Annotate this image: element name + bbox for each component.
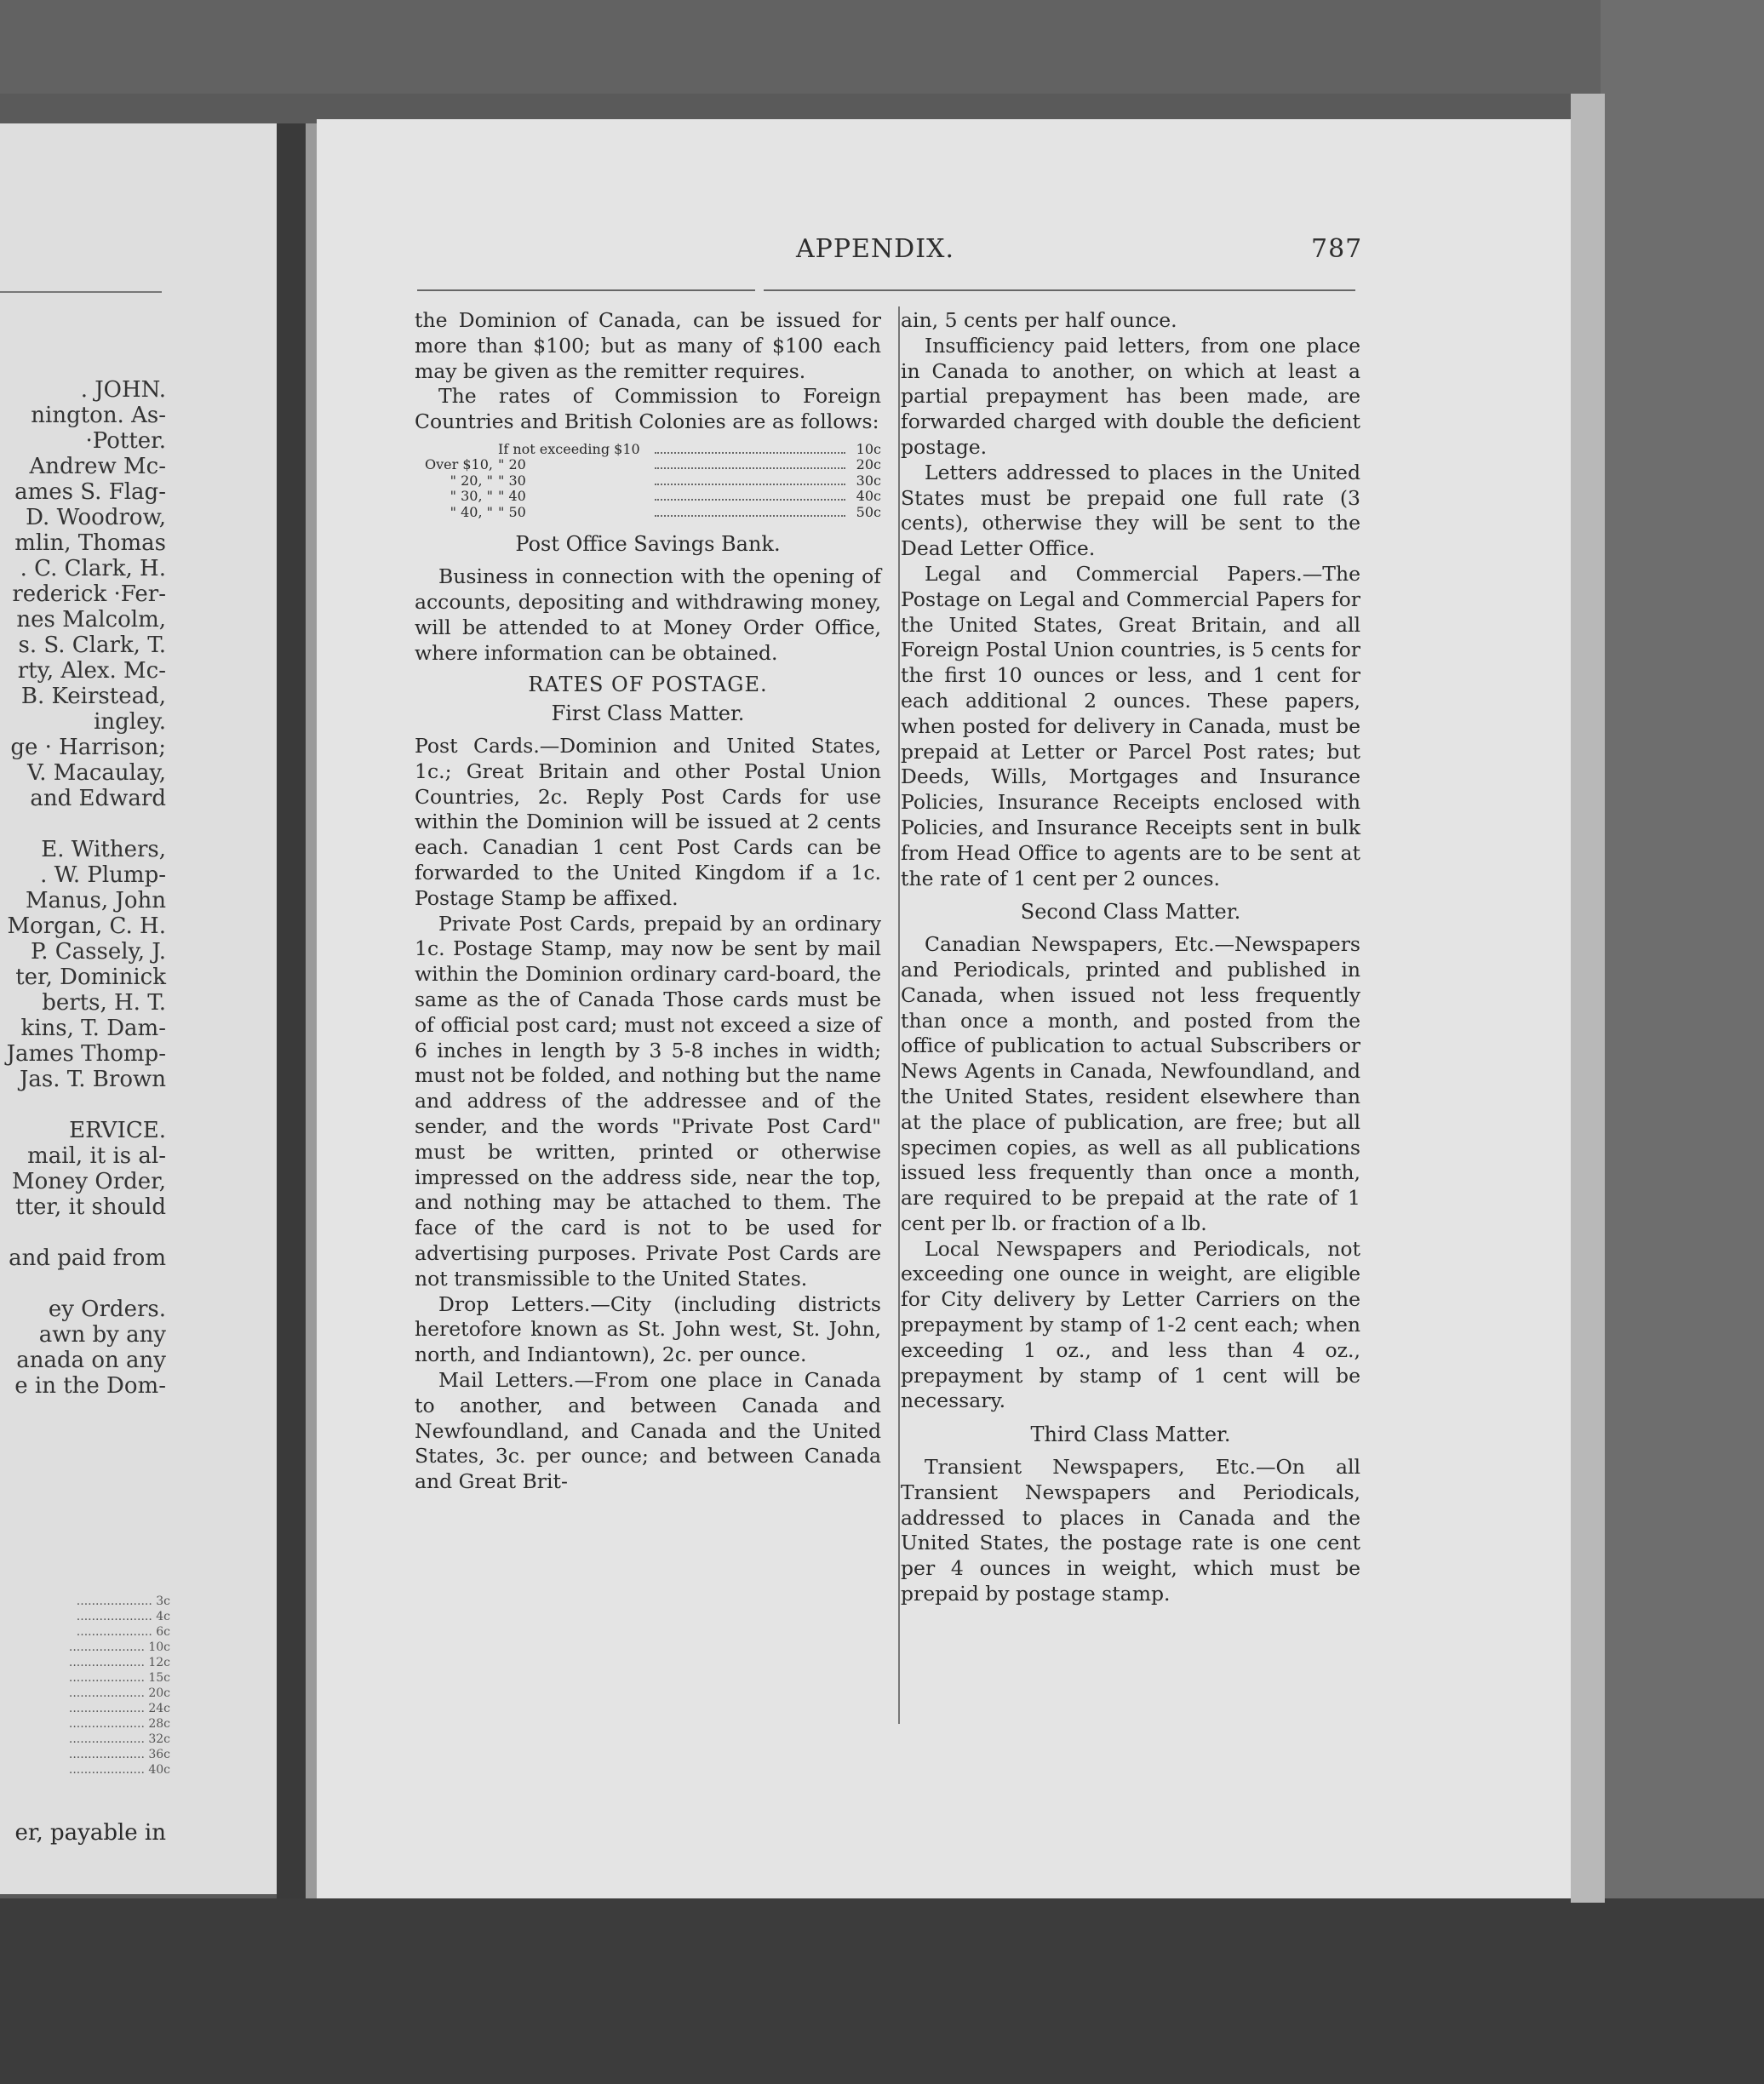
left-page-line: nes Malcolm, <box>16 607 166 633</box>
commission-value: 20c <box>856 456 881 473</box>
paragraph: Drop Letters.—City (including districts heretofore known as St. John west, St. John, north, and Indiantown), 2c. per ounce. <box>415 1291 881 1367</box>
commission-value: 30c <box>856 472 881 489</box>
left-page-line: e in the Dom- <box>14 1373 166 1399</box>
dot-leader <box>655 467 845 469</box>
subheading-third-class: Third Class Matter. <box>1030 1423 1231 1447</box>
left-page-line: tter, it should <box>15 1194 166 1220</box>
commission-mid: " 50 <box>498 503 526 520</box>
left-page-rate: .................... 40c <box>68 1763 170 1777</box>
left-page-line: ingley. <box>94 709 166 735</box>
left-page-lines <box>0 377 166 1399</box>
subheading-second-class: Second Class Matter. <box>1020 900 1241 925</box>
left-page-line: rty, Alex. Mc- <box>17 658 166 684</box>
running-head: APPENDIX. <box>796 234 954 264</box>
section-heading-savings-bank: Post Office Savings Bank. <box>515 532 781 557</box>
left-page-line: ·Potter. <box>85 428 166 454</box>
left-page-rate: .................... 12c <box>68 1656 170 1669</box>
left-page-gap <box>0 811 166 837</box>
left-page-line: D. Woodrow, <box>26 505 166 530</box>
commission-mid: " 30 <box>498 472 526 489</box>
paragraph: Private Post Cards, prepaid by an ordinary 1c. Postage Stamp, may now be sent by mail within the Dominion ordinary card-board, the same as the of Canada Those cards must be of official post card; must not exceed a size of 6 inches in length by 3 5-8 inches in width; must not be folded, and nothing but the name and address of the addressee and of the sender, and the words "Private Post Card" must be written, printed or otherwise impressed on the address side, near the top, and nothing may be attached to them. The face of the card is not to be used for advertising purposes. Private Post Cards are not transmissible to the United States. <box>415 911 881 1291</box>
left-page-line: James Thomp- <box>6 1041 166 1067</box>
left-page-line: Jas. T. Brown <box>19 1067 166 1092</box>
left-page-rate: .................... 3c <box>76 1594 170 1608</box>
left-page-line: berts, H. T. <box>42 990 166 1016</box>
paragraph: The rates of Commission to Foreign Countries and British Colonies are as follows: <box>415 384 881 434</box>
paragraph: Canadian Newspapers, Etc.—Newspapers and Periodicals, printed and published in Canada, when issued not less frequently than once a month, and posted from the office of publication to actual Subscribers or News Agents in Canada, Newfoundland, and the United States, resident elsewhere than at the place of publication, are free; but all specimen copies, as well as all publications issued less frequently than once a month, are required to be prepaid at the rate of 1 cent per lb. or fraction of a lb. <box>901 932 1360 1235</box>
left-page-line: Manus, John <box>25 888 166 913</box>
spine-shadow <box>306 123 318 1898</box>
commission-rates-table <box>415 442 881 521</box>
left-page-rate: .................... 4c <box>76 1610 170 1623</box>
left-page-rate: .................... 20c <box>68 1686 170 1700</box>
paragraph: Mail Letters.—From one place in Canada to another, and between Canada and Newfoundland, and Canada and the United States, 3c. per ounce; and between Canada and Great Brit- <box>415 1367 881 1494</box>
page-number: 787 <box>1311 234 1363 264</box>
left-page-last-line: er, payable in <box>14 1820 166 1846</box>
paragraph: Transient Newspapers, Etc.—On all Transient Newspapers and Periodicals, addressed to places in Canada and the United States, the postage rate is one cent per 4 ounces in weight, which must be prepaid by postage stamp. <box>901 1455 1360 1606</box>
left-page-rate: .................... 24c <box>68 1702 170 1715</box>
commission-value: 40c <box>856 488 881 505</box>
left-page-line: mail, it is al- <box>27 1143 166 1169</box>
commission-rate-row <box>415 473 881 490</box>
left-column <box>415 308 881 1495</box>
left-page-line: awn by any <box>38 1322 166 1348</box>
commission-prefix: " 30, " <box>450 488 493 505</box>
left-page-rate: .................... 28c <box>68 1717 170 1731</box>
commission-prefix: Over $10, <box>425 456 493 473</box>
paragraph: Letters addressed to places in the United States must be prepaid one full rate (3 cents), otherwise they will be sent to the Dead Letter Office. <box>901 460 1360 561</box>
left-page-line: Money Order, <box>12 1169 166 1194</box>
commission-mid: " 20 <box>498 456 526 473</box>
left-page-line: anada on any <box>16 1348 166 1373</box>
left-page-line: ge · Harrison; <box>10 735 166 760</box>
paragraph: Post Cards.—Dominion and United States, 1c.; Great Britain and other Postal Union Countries, 2c. Reply Post Cards for use within the Dominion will be issued at 2 cents each. Canadian 1 cent Post Cards can be forwarded to the United Kingdom if a 1c. Postage Stamp be affixed. <box>415 734 881 910</box>
left-page-line: kins, T. Dam- <box>20 1016 166 1041</box>
dot-leader <box>655 499 845 501</box>
dot-leader <box>655 515 845 517</box>
left-page-line: ames S. Flag- <box>14 479 166 505</box>
left-page-rate: .................... 32c <box>68 1732 170 1746</box>
paragraph: Legal and Commercial Papers.—The Postage on Legal and Commercial Papers for the United States, Great Britain, and all Foreign Postal Union countries, is 5 cents for the first 10 ounces or less, and 1 cent for each additional 2 ounces. These papers, when posted for delivery in Canada, must be prepaid at Letter or Parcel Post rates; but Deeds, Wills, Mortgages and Insurance Policies, Insurance Receipts enclosed with Policies, and Insurance Receipts sent in bulk from Head Office to agents are to be sent at the rate of 1 cent per 2 ounces. <box>901 561 1360 890</box>
left-page-line: . W. Plump- <box>40 862 166 888</box>
left-page-line: V. Macaulay, <box>26 760 166 786</box>
left-page-line: mlin, Thomas <box>14 530 166 556</box>
commission-prefix: " 20, " <box>450 472 493 489</box>
left-page-line: nington. As- <box>31 403 166 428</box>
book-spine <box>277 123 306 1898</box>
header-rule-left <box>417 289 755 291</box>
page-edge <box>1571 94 1605 1903</box>
commission-rate-row <box>415 489 881 505</box>
paragraph: ain, 5 cents per half ounce. <box>901 308 1177 332</box>
left-page-line: Morgan, C. H. <box>7 913 166 939</box>
commission-mid: " 40 <box>498 488 526 505</box>
paragraph: the Dominion of Canada, can be issued for more than $100; but as many of $100 each may be given as the remitter requires. <box>415 308 881 383</box>
commission-rate-row <box>415 505 881 521</box>
section-heading-rates-of-postage: RATES OF POSTAGE. <box>528 673 768 697</box>
dot-leader <box>655 452 845 454</box>
left-page-gap <box>0 1220 166 1245</box>
left-page-line: and Edward <box>30 786 166 811</box>
dot-leader <box>655 484 845 485</box>
left-page-line: Andrew Mc- <box>29 454 166 479</box>
commission-prefix: " 40, " <box>450 503 493 520</box>
left-page-line: ter, Dominick <box>15 965 166 990</box>
left-page-rate: .................... 10c <box>68 1640 170 1654</box>
left-page-line: s. S. Clark, T. <box>18 633 166 658</box>
left-page-line: . C. Clark, H. <box>20 556 166 581</box>
column-rule <box>898 306 900 1724</box>
paragraph: Local Newspapers and Periodicals, not exceeding one ounce in weight, are eligible for City delivery by Letter Carriers on the prepayment by stamp of 1-2 cent each; when exceeding 1 oz., and less than 4 oz., prepayment by stamp of 1 cent will be necessary. <box>901 1236 1360 1413</box>
scan-background-top <box>0 0 1764 94</box>
left-page-rule <box>0 291 162 293</box>
commission-rate-row <box>415 457 881 473</box>
scan-background-right <box>1601 0 1764 2084</box>
left-page-line: B. Keirstead, <box>20 684 166 709</box>
paragraph: Business in connection with the opening of accounts, depositing and withdrawing money, will be attended to at Money Order Office, where information can be obtained. <box>415 564 881 665</box>
left-page-gap <box>0 1271 166 1297</box>
left-page-line: . JOHN. <box>80 377 166 403</box>
scan-background-bottom <box>0 1898 1764 2084</box>
header-rule-right <box>764 289 1355 291</box>
left-page-rate: .................... 6c <box>76 1625 170 1639</box>
left-page-line: E. Withers, <box>41 837 166 862</box>
left-page-rate: .................... 36c <box>68 1748 170 1761</box>
left-page-line: ey Orders. <box>48 1297 166 1322</box>
left-page-rate-column <box>0 1594 170 1778</box>
right-column <box>901 308 1360 1607</box>
left-page-line: rederick ·Fer- <box>12 581 166 607</box>
subheading-first-class: First Class Matter. <box>551 701 745 726</box>
left-page-gap <box>0 1092 166 1118</box>
commission-value: 50c <box>856 503 881 520</box>
commission-mid: If not exceeding $10 <box>498 440 640 457</box>
paragraph: Insufficiency paid letters, from one place in Canada to another, on which at least a partial prepayment has been made, are forwarded charged with double the deficient postage. <box>901 333 1360 459</box>
commission-rate-row <box>415 442 881 458</box>
left-page-line: P. Cassely, J. <box>31 939 166 965</box>
left-page-rate: .................... 15c <box>68 1671 170 1685</box>
commission-value: 10c <box>856 440 881 457</box>
left-page-fragment <box>0 123 281 1894</box>
left-page-line: and paid from <box>9 1245 166 1271</box>
left-page-line: ERVICE. <box>69 1118 166 1143</box>
